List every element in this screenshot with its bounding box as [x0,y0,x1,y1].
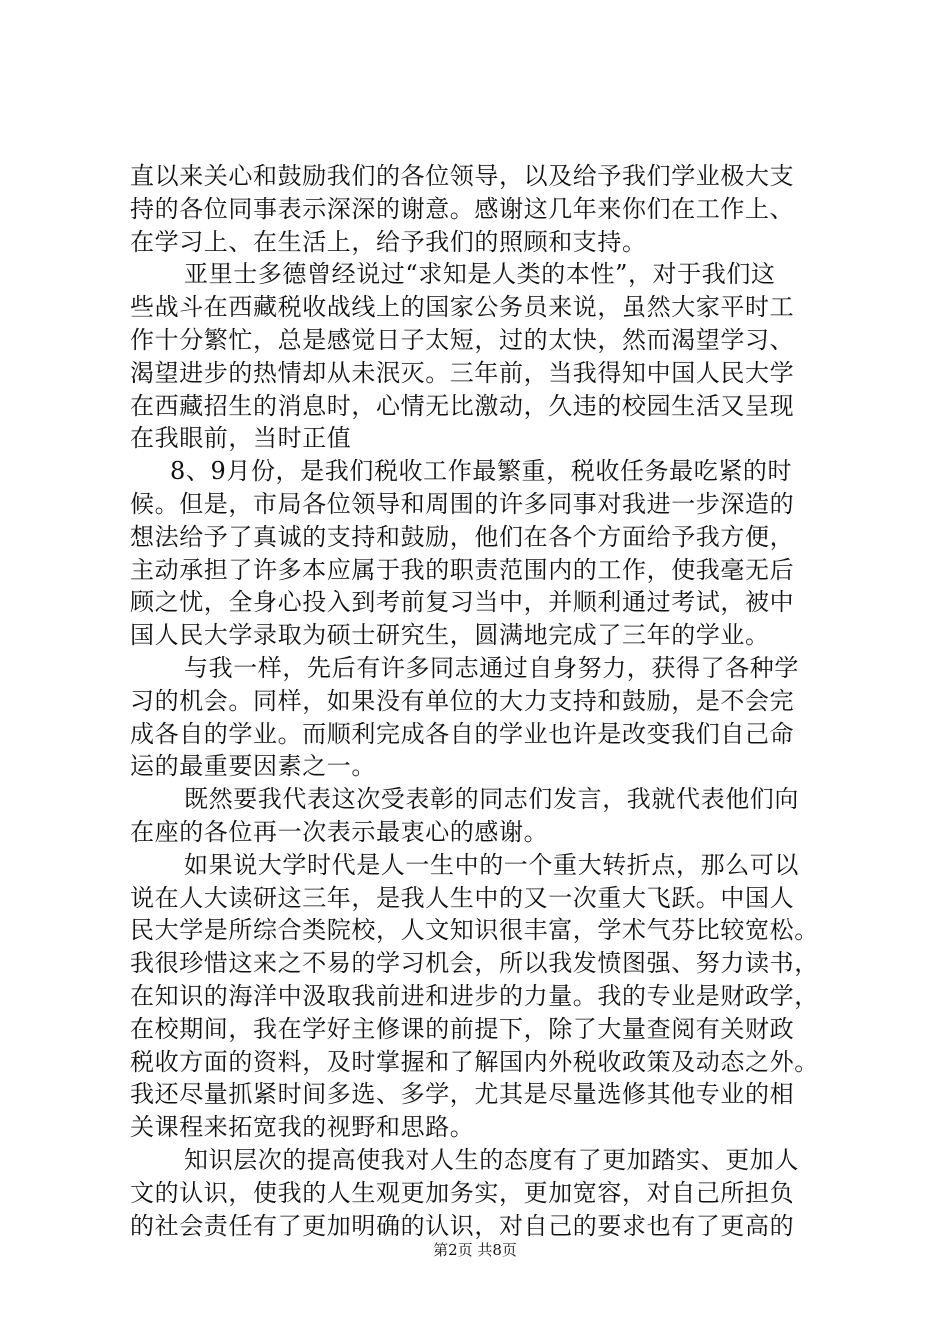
text-line: 与我一样，先后有许多同志通过自身努力，获得了各种学 [184,653,799,682]
text-line: 亚里士多德曾经说过“求知是人类的本性”，对于我们这 [184,260,776,289]
text-line: 在学习上、在生活上，给予我们的照顾和支持。 [130,227,647,256]
text-line: 8、9月份，是我们税收工作最繁重，税收任务最吃紧的时 [170,457,793,486]
text-line: 我还尽量抓紧时间多选、多学，尤其是尽量选修其他专业的相 [130,1080,795,1109]
document-body [130,160,830,1242]
text-line: 直以来关心和鼓励我们的各位领导，以及给予我们学业极大支 [130,162,795,190]
text-line: 在座的各位再一次表示最衷心的感谢。 [130,817,549,846]
text-line: 主动承担了许多本应属于我的职责范围内的工作，使我毫无后 [130,555,795,584]
text-line: 如果说大学时代是人一生中的一个重大转折点，那么可以 [184,850,799,879]
text-line: 知识层次的提高使我对人生的态度有了更加踏实、更加人 [184,1145,799,1174]
text-line: 持的各位同事表示深深的谢意。感谢这几年来你们在工作上、 [130,194,795,223]
text-line: 候。但是，市局各位领导和周围的许多同事对我进一步深造的 [130,489,795,518]
text-line: 些战斗在西藏税收战线上的国家公务员来说，虽然大家平时工 [130,293,795,322]
text-line: 在校期间，我在学好主修课的前提下，除了大量查阅有关财政 [130,1014,795,1043]
page-footer: 第2页 共8页 [433,1241,517,1259]
text-line: 在我眼前，当时正值 [130,424,352,453]
text-line: 在知识的海洋中汲取我前进和进步的力量。我的专业是财政学， [130,981,819,1010]
text-line: 税收方面的资料，及时掌握和了解国内外税收政策及动态之外。 [130,1047,819,1076]
text-line: 既然要我代表这次受表彰的同志们发言，我就代表他们向 [184,785,799,814]
text-line: 我很珍惜这来之不易的学习机会，所以我发愤图强、努力读书， [130,949,819,978]
text-line: 在西藏招生的消息时，心情无比激动，久违的校园生活又呈现 [130,391,795,420]
text-line: 想法给予了真诚的支持和鼓励，他们在各个方面给予我方便， [130,522,795,551]
text-line: 运的最重要因素之一。 [130,752,376,781]
text-line: 顾之忧，全身心投入到考前复习当中，并顺利通过考试，被中 [130,588,795,617]
text-line: 的社会责任有了更加明确的认识，对自己的要求也有了更高的 [130,1211,795,1240]
text-line: 民大学是所综合类院校，人文知识很丰富，学术气芬比较宽松。 [130,916,819,945]
text-line: 关课程来拓宽我的视野和思路。 [130,1113,475,1142]
text-line: 作十分繁忙，总是感觉日子太短，过的太快，然而渴望学习、 [130,325,795,354]
text-line: 说在人大读研这三年，是我人生中的又一次重大飞跃。中国人 [130,883,795,912]
text-line: 国人民大学录取为硕士研究生，圆满地完成了三年的学业。 [130,621,770,650]
text-line: 渴望进步的热情却从未泯灭。三年前，当我得知中国人民大学 [130,358,795,387]
text-line: 习的机会。同样，如果没有单位的大力支持和鼓励，是不会完 [130,686,795,715]
text-line: 成各自的学业。而顺利完成各自的学业也许是改变我们自己命 [130,719,795,748]
text-line: 文的认识，使我的人生观更加务实，更加宽容，对自己所担负 [130,1178,795,1207]
